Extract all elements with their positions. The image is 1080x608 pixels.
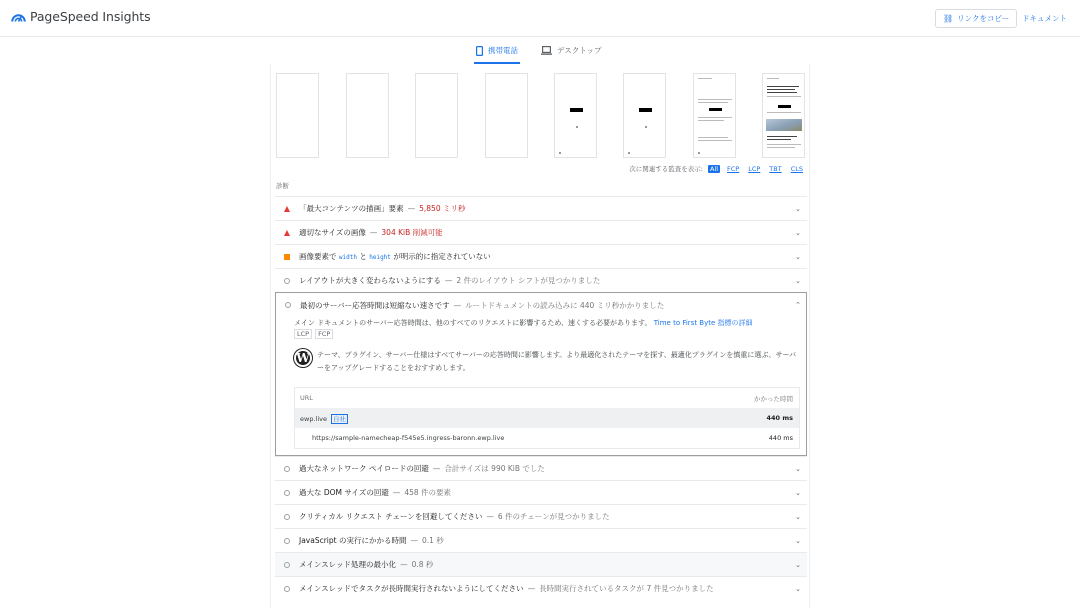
filmstrip-frame (623, 73, 666, 158)
chevron-up-icon[interactable]: ⌃ (795, 301, 801, 309)
chevron-down-icon[interactable]: ⌄ (795, 513, 801, 521)
filter-chip-tbt[interactable]: TBT (769, 164, 782, 173)
stack-pack-text: テーマ、プラグイン、サーバー仕様はすべてサーバーの応答時間に影響します。より最適化されたテーマを探す、最適化プラグインを慎重に選ぶ、サーバーをアップグレードすることをおすすめします。 (317, 351, 797, 372)
entity-badge: 自社 (333, 414, 347, 423)
audit-desc: 合計サイズは 990 KiB でした (444, 464, 545, 473)
audit-title: 「最大コンテンツの描画」要素 (299, 204, 404, 213)
learn-more-link[interactable]: Time to First Byte 指標の詳細 (653, 319, 753, 327)
row-url: ewp.live (300, 414, 327, 423)
col-url: URL (300, 394, 313, 402)
info-circle-icon (283, 466, 291, 472)
filmstrip-frame (485, 73, 528, 158)
table-row (295, 428, 799, 448)
audit-desc: 0.8 秒 (411, 560, 434, 569)
device-tabs (0, 37, 1080, 64)
audit-row[interactable]: 「最大コンテンツの描画」要素 — 5,850 ミリ秒 ⌄ (275, 196, 807, 220)
row-time: 440 ms (766, 414, 793, 422)
brand[interactable] (11, 9, 150, 24)
app-name: PageSpeed Insights (30, 9, 151, 24)
filmstrip-frame (346, 73, 389, 158)
chevron-down-icon[interactable]: ⌄ (795, 253, 801, 261)
audit-desc: 304 KiB 削減可能 (381, 228, 443, 237)
audit-title: メインスレッド処理の最小化 (299, 560, 397, 569)
expanded-audit-body (276, 317, 806, 455)
wordpress-icon: W (294, 349, 312, 367)
audit-title: メインスレッドでタスクが長時間実行されないようにしてください (299, 584, 524, 593)
filter-chip-fcp[interactable]: FCP (727, 164, 740, 173)
info-circle-icon (283, 278, 291, 284)
filter-chip-lcp[interactable]: LCP (748, 164, 761, 173)
filter-chip-cls[interactable]: CLS (790, 164, 803, 173)
audit-row[interactable]: JavaScript の実行にかかる時間 — 0.1 秒 ⌄ (275, 528, 807, 552)
audit-title: 最初のサーバー応答時間は短縮ない速さです (300, 300, 450, 310)
copy-link-label: リンクをコピー (957, 14, 1010, 23)
audit-desc: 6 件のチェーンが見つかりました (497, 512, 610, 521)
tab-mobile-label: 携帯電話 (488, 46, 518, 55)
section-title-diagnostics: 診断 (276, 182, 289, 190)
audit-row[interactable]: 適切なサイズの画像 — 304 KiB 削減可能 ⌄ (275, 220, 807, 244)
row-url[interactable]: https://sample-namecheap-f545e5.ingress-baronn.ewp.live (312, 434, 505, 442)
info-circle-icon (283, 490, 291, 496)
filmstrip (276, 73, 806, 159)
table-row (295, 408, 799, 428)
audit-title: JavaScript の実行にかかる時間 (299, 536, 407, 545)
audit-title: 過大な DOM サイズの回避 (299, 488, 389, 497)
row-time: 440 ms (768, 434, 793, 442)
tab-desktop[interactable] (541, 37, 601, 64)
chevron-down-icon[interactable]: ⌄ (795, 537, 801, 545)
audit-list (275, 196, 807, 600)
laptop-icon (541, 46, 552, 55)
info-circle-icon (283, 538, 291, 544)
top-bar (0, 0, 1080, 37)
audit-explanation: メイン ドキュメントのサーバー応答時間は、他のすべてのリクエストに影響するため、速くする必要があります。 Time to First Byte 指標の詳細 (294, 319, 753, 327)
average-square-icon (283, 254, 291, 260)
chevron-down-icon[interactable]: ⌄ (795, 229, 801, 237)
audit-row[interactable]: 過大なネットワーク ペイロードの回避 — 合計サイズは 990 KiB でした ⌄ (275, 456, 807, 480)
info-circle-icon (283, 562, 291, 568)
col-time: かかった時間 (754, 394, 793, 403)
metric-chip-fcp[interactable]: FCP (315, 329, 333, 339)
audit-desc: 0.1 秒 (421, 536, 444, 545)
metric-filter (629, 164, 805, 173)
expanded-audit-header[interactable]: 最初のサーバー応答時間は短縮ない速さです — ルートドキュメントの読み込みに 440 ミリ秒かかりました ⌃ (276, 293, 806, 317)
details-table (294, 387, 800, 449)
chevron-down-icon[interactable]: ⌄ (795, 277, 801, 285)
audit-title: クリティカル リクエスト チェーンを回避してください (299, 512, 483, 521)
info-circle-icon (284, 302, 292, 308)
chevron-down-icon[interactable]: ⌄ (795, 561, 801, 569)
fail-triangle-icon (283, 230, 291, 236)
filmstrip-frame (276, 73, 319, 158)
stack-pack-tip (294, 349, 800, 375)
expanded-audit (275, 292, 807, 456)
audit-title: 過大なネットワーク ペイロードの回避 (299, 464, 429, 473)
audit-row[interactable]: 過大な DOM サイズの回避 — 458 件の要素 ⌄ (275, 480, 807, 504)
tab-mobile[interactable] (474, 37, 520, 64)
info-circle-icon (283, 514, 291, 520)
table-header (295, 388, 799, 408)
audit-desc: 長時間実行されているタスクが 7 件見つかりました (539, 584, 714, 593)
audit-row[interactable]: レイアウトが大きく変わらないようにする — 2 件のレイアウト シフトが見つかりました ⌄ (275, 268, 807, 292)
report-content (270, 64, 810, 608)
filmstrip-frame (693, 73, 736, 158)
filter-chip-all[interactable]: All (709, 164, 718, 173)
chevron-down-icon[interactable]: ⌄ (795, 489, 801, 497)
tab-desktop-label: デスクトップ (557, 46, 602, 55)
audit-row[interactable] (275, 244, 807, 268)
pagespeed-logo-icon (11, 10, 26, 23)
chevron-down-icon[interactable]: ⌄ (795, 465, 801, 473)
audit-desc: 5,850 ミリ秒 (419, 204, 466, 213)
audit-title: レイアウトが大きく変わらないようにする (299, 276, 441, 285)
metric-filter-label: 次に関連する監査を表示: (629, 165, 703, 173)
audit-title: 画像要素で width と height が明示的に指定されていない (299, 252, 491, 261)
link-icon: ⛓ (943, 14, 954, 23)
chevron-down-icon[interactable]: ⌄ (795, 205, 801, 213)
chevron-down-icon[interactable]: ⌄ (795, 585, 801, 593)
audit-desc: ルートドキュメントの読み込みに 440 ミリ秒かかりました (465, 300, 665, 310)
copy-link-button[interactable] (935, 9, 1017, 28)
info-circle-icon (283, 586, 291, 592)
audit-row[interactable]: メインスレッド処理の最小化 — 0.8 秒 ⌄ (275, 552, 807, 576)
fail-triangle-icon (283, 206, 291, 212)
filmstrip-frame (762, 73, 805, 158)
audit-row[interactable]: メインスレッドでタスクが長時間実行されないようにしてください — 長時間実行されているタスクが 7 件見つかりました ⌄ (275, 576, 807, 600)
smartphone-icon (476, 46, 483, 56)
audit-desc: 2 件のレイアウト シフトが見つかりました (456, 276, 601, 285)
metric-chips (294, 329, 800, 339)
docs-link[interactable]: ドキュメント (1022, 14, 1067, 23)
metric-chip-lcp[interactable]: LCP (294, 329, 312, 339)
filmstrip-frame (554, 73, 597, 158)
audit-row[interactable]: クリティカル リクエスト チェーンを回避してください — 6 件のチェーンが見つかりました ⌄ (275, 504, 807, 528)
audit-desc: 458 件の要素 (404, 488, 452, 497)
filmstrip-frame (415, 73, 458, 158)
audit-title: 適切なサイズの画像 (299, 228, 366, 237)
